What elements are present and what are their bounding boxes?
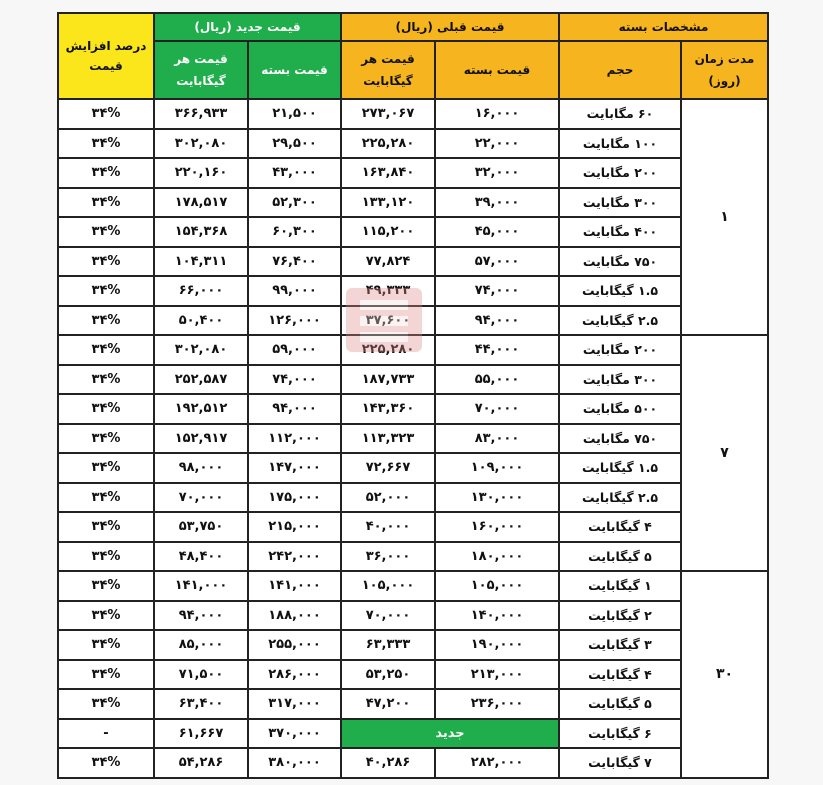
old-package-price-cell: ۲۸۲,۰۰۰	[435, 748, 559, 778]
old-price-per-gb-cell: ۲۲۵,۲۸۰	[341, 335, 435, 365]
volume-cell: ۲۰۰ مگابایت	[559, 158, 681, 188]
new-package-price-cell: ۲۱۵,۰۰۰	[248, 512, 341, 542]
table-row	[58, 748, 768, 778]
old-price-per-gb-cell: ۵۲,۰۰۰	[341, 483, 435, 513]
old-package-price-cell: ۴۴,۰۰۰	[435, 335, 559, 365]
old-package-price-cell: ۱۰۹,۰۰۰	[435, 453, 559, 483]
table-row	[58, 365, 768, 395]
old-price-per-gb-cell: ۶۳,۳۳۳	[341, 630, 435, 660]
table-row	[58, 306, 768, 336]
volume-cell: ۵ گیگابایت	[559, 689, 681, 719]
table-row	[58, 335, 768, 365]
new-price-per-gb-cell: ۱۴۱,۰۰۰	[154, 571, 248, 601]
header-old-price: قیمت قبلی (ریال)	[341, 13, 559, 41]
new-price-per-gb-cell: ۵۴,۲۸۶	[154, 748, 248, 778]
table-row	[58, 483, 768, 513]
increase-percent-cell: ۳۴%	[58, 512, 154, 542]
old-package-price-cell: ۲۳۶,۰۰۰	[435, 689, 559, 719]
volume-cell: ۱ گیگابایت	[559, 571, 681, 601]
old-price-per-gb-cell: ۴۰,۰۰۰	[341, 512, 435, 542]
increase-percent-cell: ۳۴%	[58, 601, 154, 631]
old-package-price-cell: ۷۴,۰۰۰	[435, 276, 559, 306]
increase-percent-cell: ۳۴%	[58, 394, 154, 424]
new-price-per-gb-cell: ۹۴,۰۰۰	[154, 601, 248, 631]
new-price-per-gb-cell: ۳۰۲,۰۸۰	[154, 129, 248, 159]
new-price-per-gb-cell: ۱۵۴,۳۶۸	[154, 217, 248, 247]
new-price-per-gb-cell: ۵۳,۷۵۰	[154, 512, 248, 542]
new-package-price-cell: ۳۷۰,۰۰۰	[248, 719, 341, 749]
new-price-per-gb-cell: ۲۵۲,۵۸۷	[154, 365, 248, 395]
price-table	[57, 12, 769, 779]
new-package-price-cell: ۲۸۶,۰۰۰	[248, 660, 341, 690]
old-package-price-cell: ۵۷,۰۰۰	[435, 247, 559, 277]
old-price-per-gb-cell: ۱۴۳,۳۶۰	[341, 394, 435, 424]
old-price-per-gb-cell: ۲۲۵,۲۸۰	[341, 129, 435, 159]
old-package-price-cell: ۱۶,۰۰۰	[435, 99, 559, 129]
volume-cell: ۶۰ مگابایت	[559, 99, 681, 129]
volume-cell: ۱.۵ گیگابایت	[559, 276, 681, 306]
volume-cell: ۲.۵ گیگابایت	[559, 306, 681, 336]
volume-cell: ۵۰۰ مگابایت	[559, 394, 681, 424]
new-package-price-cell: ۷۴,۰۰۰	[248, 365, 341, 395]
new-price-per-gb-cell: ۱۰۴,۳۱۱	[154, 247, 248, 277]
volume-cell: ۶ گیگابایت	[559, 719, 681, 749]
new-package-price-cell: ۱۷۵,۰۰۰	[248, 483, 341, 513]
table-row	[58, 689, 768, 719]
new-package-price-cell: ۹۹,۰۰۰	[248, 276, 341, 306]
increase-percent-cell: ۳۴%	[58, 483, 154, 513]
increase-percent-cell: ۳۴%	[58, 276, 154, 306]
table-row	[58, 188, 768, 218]
table-row	[58, 512, 768, 542]
old-price-per-gb-cell: ۱۸۷,۷۳۳	[341, 365, 435, 395]
table-row	[58, 542, 768, 572]
old-price-per-gb-cell: ۵۳,۲۵۰	[341, 660, 435, 690]
new-package-price-cell: ۲۴۲,۰۰۰	[248, 542, 341, 572]
increase-percent-cell: ۳۴%	[58, 453, 154, 483]
increase-percent-cell: ۳۴%	[58, 542, 154, 572]
new-price-per-gb-cell: ۱۷۸,۵۱۷	[154, 188, 248, 218]
old-price-per-gb-cell: ۷۰,۰۰۰	[341, 601, 435, 631]
old-package-price-cell: ۱۰۵,۰۰۰	[435, 571, 559, 601]
old-price-per-gb-cell: ۴۰,۲۸۶	[341, 748, 435, 778]
new-price-per-gb-cell: ۳۶۶,۹۳۳	[154, 99, 248, 129]
increase-percent-cell: ۳۴%	[58, 365, 154, 395]
old-price-per-gb-cell: ۷۷,۸۲۴	[341, 247, 435, 277]
new-package-price-cell: ۵۲,۳۰۰	[248, 188, 341, 218]
old-package-price-cell: ۹۴,۰۰۰	[435, 306, 559, 336]
old-price-per-gb-cell: ۱۱۵,۲۰۰	[341, 217, 435, 247]
old-price-per-gb-cell: ۴۹,۳۳۳	[341, 276, 435, 306]
volume-cell: ۳۰۰ مگابایت	[559, 188, 681, 218]
old-package-price-cell: ۱۸۰,۰۰۰	[435, 542, 559, 572]
duration-cell: ۱	[681, 99, 768, 335]
increase-percent-cell: ۳۴%	[58, 217, 154, 247]
table-row	[58, 247, 768, 277]
table-row	[58, 217, 768, 247]
increase-percent-cell: ۳۴%	[58, 99, 154, 129]
increase-percent-cell: ۳۴%	[58, 158, 154, 188]
increase-percent-cell: ۳۴%	[58, 689, 154, 719]
new-package-price-cell: ۱۸۸,۰۰۰	[248, 601, 341, 631]
header-package-spec: مشخصات بسته	[559, 13, 768, 41]
old-package-price-cell: ۲۲,۰۰۰	[435, 129, 559, 159]
volume-cell: ۵ گیگابایت	[559, 542, 681, 572]
old-package-price-cell: ۳۹,۰۰۰	[435, 188, 559, 218]
price-table-container	[57, 12, 767, 779]
table-row	[58, 99, 768, 129]
table-row	[58, 660, 768, 690]
new-price-per-gb-cell: ۵۰,۴۰۰	[154, 306, 248, 336]
duration-cell: ۳۰	[681, 571, 768, 778]
increase-percent-cell: ۳۴%	[58, 424, 154, 454]
old-price-per-gb-cell: ۴۷,۲۰۰	[341, 689, 435, 719]
new-package-price-cell: ۷۶,۴۰۰	[248, 247, 341, 277]
header-old-package-price: قیمت بسته	[435, 41, 559, 99]
increase-percent-cell: ۳۴%	[58, 306, 154, 336]
header-increase-percent: درصد افزایش قیمت	[58, 13, 154, 99]
volume-cell: ۴۰۰ مگابایت	[559, 217, 681, 247]
old-price-per-gb-cell: ۳۷,۶۰۰	[341, 306, 435, 336]
header-new-price: قیمت جدید (ریال)	[154, 13, 341, 41]
old-package-price-cell: ۷۰,۰۰۰	[435, 394, 559, 424]
new-package-price-cell: ۱۴۱,۰۰۰	[248, 571, 341, 601]
old-package-price-cell: ۱۳۰,۰۰۰	[435, 483, 559, 513]
volume-cell: ۲ گیگابایت	[559, 601, 681, 631]
increase-percent-cell: ۳۴%	[58, 247, 154, 277]
table-row	[58, 719, 768, 749]
old-package-price-cell: ۸۳,۰۰۰	[435, 424, 559, 454]
old-package-price-cell: ۲۱۳,۰۰۰	[435, 660, 559, 690]
increase-percent-cell: ۳۴%	[58, 335, 154, 365]
volume-cell: ۳ گیگابایت	[559, 630, 681, 660]
table-row	[58, 453, 768, 483]
volume-cell: ۴ گیگابایت	[559, 660, 681, 690]
table-row	[58, 276, 768, 306]
increase-percent-cell: ۳۴%	[58, 630, 154, 660]
new-price-per-gb-cell: ۹۸,۰۰۰	[154, 453, 248, 483]
increase-percent-cell: ۳۴%	[58, 660, 154, 690]
old-price-per-gb-cell: ۱۱۳,۳۲۳	[341, 424, 435, 454]
header-duration: مدت زمان (روز)	[681, 41, 768, 99]
table-row	[58, 424, 768, 454]
table-row	[58, 158, 768, 188]
volume-cell: ۳۰۰ مگابایت	[559, 365, 681, 395]
new-package-price-cell: ۱۴۷,۰۰۰	[248, 453, 341, 483]
new-package-price-cell: ۲۹,۵۰۰	[248, 129, 341, 159]
new-price-per-gb-cell: ۸۵,۰۰۰	[154, 630, 248, 660]
new-package-price-cell: ۲۱,۵۰۰	[248, 99, 341, 129]
new-price-per-gb-cell: ۳۰۲,۰۸۰	[154, 335, 248, 365]
old-price-per-gb-cell: ۳۶,۰۰۰	[341, 542, 435, 572]
new-package-price-cell: ۵۹,۰۰۰	[248, 335, 341, 365]
duration-cell: ۷	[681, 335, 768, 571]
new-price-per-gb-cell: ۱۹۲,۵۱۲	[154, 394, 248, 424]
table-row	[58, 571, 768, 601]
new-package-price-cell: ۱۲۶,۰۰۰	[248, 306, 341, 336]
volume-cell: ۷۵۰ مگابایت	[559, 424, 681, 454]
volume-cell: ۲۰۰ مگابایت	[559, 335, 681, 365]
new-price-per-gb-cell: ۱۵۲,۹۱۷	[154, 424, 248, 454]
old-package-price-cell: ۵۵,۰۰۰	[435, 365, 559, 395]
old-price-per-gb-cell: ۱۶۳,۸۴۰	[341, 158, 435, 188]
volume-cell: ۴ گیگابایت	[559, 512, 681, 542]
volume-cell: ۷ گیگابایت	[559, 748, 681, 778]
table-row	[58, 630, 768, 660]
increase-percent-cell: ۳۴%	[58, 748, 154, 778]
new-price-per-gb-cell: ۶۶,۰۰۰	[154, 276, 248, 306]
old-price-per-gb-cell: ۱۳۳,۱۲۰	[341, 188, 435, 218]
volume-cell: ۱۰۰ مگابایت	[559, 129, 681, 159]
new-package-label: جدید	[341, 719, 559, 749]
header-new-price-per-gb: قیمت هر گیگابایت	[154, 41, 248, 99]
increase-percent-cell: ۳۴%	[58, 188, 154, 218]
new-price-per-gb-cell: ۴۸,۴۰۰	[154, 542, 248, 572]
increase-percent-cell: ۳۴%	[58, 129, 154, 159]
new-package-price-cell: ۴۳,۰۰۰	[248, 158, 341, 188]
old-package-price-cell: ۱۶۰,۰۰۰	[435, 512, 559, 542]
new-price-per-gb-cell: ۷۱,۵۰۰	[154, 660, 248, 690]
new-package-price-cell: ۲۵۵,۰۰۰	[248, 630, 341, 660]
header-new-package-price: قیمت بسته	[248, 41, 341, 99]
new-price-per-gb-cell: ۶۱,۶۶۷	[154, 719, 248, 749]
old-package-price-cell: ۴۵,۰۰۰	[435, 217, 559, 247]
header-old-price-per-gb: قیمت هر گیگابایت	[341, 41, 435, 99]
new-package-price-cell: ۱۱۲,۰۰۰	[248, 424, 341, 454]
table-row	[58, 601, 768, 631]
old-price-per-gb-cell: ۱۰۵,۰۰۰	[341, 571, 435, 601]
increase-percent-cell: -	[58, 719, 154, 749]
old-package-price-cell: ۱۴۰,۰۰۰	[435, 601, 559, 631]
old-package-price-cell: ۳۲,۰۰۰	[435, 158, 559, 188]
new-price-per-gb-cell: ۶۳,۴۰۰	[154, 689, 248, 719]
volume-cell: ۲.۵ گیگابایت	[559, 483, 681, 513]
volume-cell: ۱.۵ گیگابایت	[559, 453, 681, 483]
increase-percent-cell: ۳۴%	[58, 571, 154, 601]
new-price-per-gb-cell: ۷۰,۰۰۰	[154, 483, 248, 513]
new-package-price-cell: ۶۰,۳۰۰	[248, 217, 341, 247]
table-row	[58, 394, 768, 424]
old-package-price-cell: ۱۹۰,۰۰۰	[435, 630, 559, 660]
volume-cell: ۷۵۰ مگابایت	[559, 247, 681, 277]
table-body	[58, 99, 768, 778]
header-volume: حجم	[559, 41, 681, 99]
old-price-per-gb-cell: ۲۷۳,۰۶۷	[341, 99, 435, 129]
new-package-price-cell: ۳۸۰,۰۰۰	[248, 748, 341, 778]
new-package-price-cell: ۳۱۷,۰۰۰	[248, 689, 341, 719]
new-package-price-cell: ۹۴,۰۰۰	[248, 394, 341, 424]
table-row	[58, 129, 768, 159]
new-price-per-gb-cell: ۲۲۰,۱۶۰	[154, 158, 248, 188]
old-price-per-gb-cell: ۷۲,۶۶۷	[341, 453, 435, 483]
